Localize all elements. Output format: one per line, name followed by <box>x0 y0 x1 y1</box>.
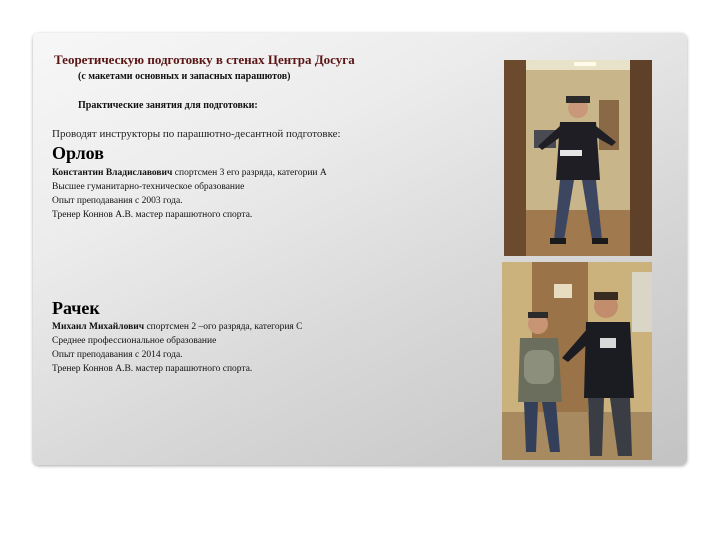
instructor-1-rank-line <box>52 168 327 178</box>
instructor-1-coach: Тренер Коннов А.В. мастер парашютного спорта. <box>52 210 253 220</box>
slide-subtitle-models: (с макетами основных и запасных парашютов) <box>78 71 291 82</box>
instructor-1-surname: Орлов <box>52 143 104 163</box>
instructor-1-education: Высшее гуманитарно-техническое образование <box>52 182 245 192</box>
slide-subtitle-practice: Практические занятия для подготовки: <box>78 100 258 111</box>
instructor-2-coach: Тренер Коннов А.В. мастер парашютного спорта. <box>52 364 253 374</box>
instructor-1-full-name: Константин Владиславович <box>52 168 173 178</box>
instructor-1-rank: спортсмен 3 его разряда, категории А <box>172 168 327 178</box>
instructor-2-photo <box>502 262 652 460</box>
instructor-2-education: Среднее профессиональное образование <box>52 336 217 346</box>
slide-title: Теоретическую подготовку в стенах Центра Досуга <box>54 52 355 67</box>
instructor-2-experience: Опыт преподавания с 2014 года. <box>52 350 183 360</box>
instructor-1-experience: Опыт преподавания с 2003 года. <box>52 196 183 206</box>
instructor-2-surname: Рачек <box>52 298 100 318</box>
instructor-2-rank: спортсмен 2 –ого разряда, категория С <box>144 322 303 332</box>
instructor-2-full-name: Михаил Михайлович <box>52 322 145 332</box>
instructor-1-photo <box>504 60 652 256</box>
instructor-2-rank-line <box>52 322 303 332</box>
instructors-intro: Проводят инструкторы по парашютно-десантной подготовке: <box>52 128 341 140</box>
